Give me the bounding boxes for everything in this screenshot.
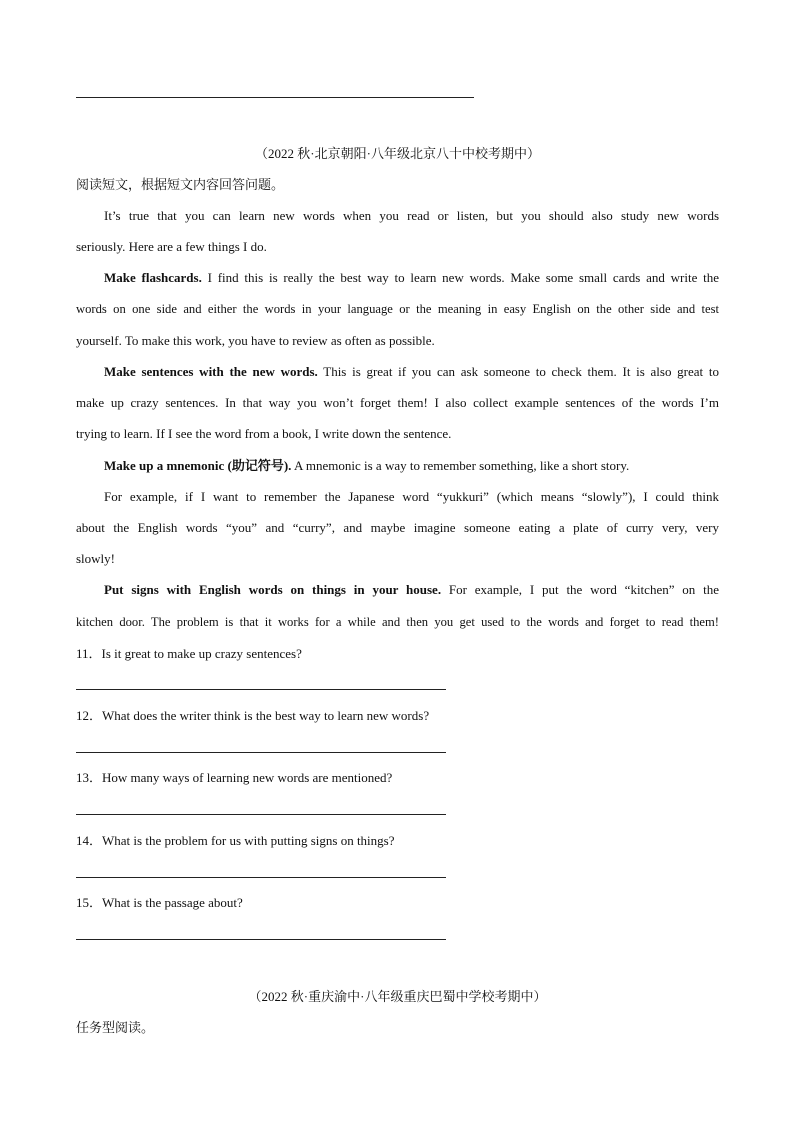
question-number: 11．	[76, 646, 102, 661]
answer-line-11[interactable]	[76, 689, 446, 690]
question-text: What is the passage about?	[102, 895, 243, 910]
question-number: 13．	[76, 770, 103, 785]
paragraph-example-line-3: slowly!	[76, 551, 115, 566]
instruction-2: 任务型阅读。	[76, 1020, 155, 1035]
mnemonic-heading: Make up a mnemonic (助记符号).	[104, 458, 292, 473]
paragraph-flashcards-line-2: words on one side and either the words in your language or the meaning in easy English on the other side and test	[76, 302, 719, 316]
question-11	[76, 646, 719, 662]
signs-heading: Put signs with English words on things in your house.	[104, 582, 442, 597]
answer-line-13[interactable]	[76, 814, 446, 815]
answer-line-12[interactable]	[76, 752, 446, 753]
answer-line-14[interactable]	[76, 877, 446, 878]
question-12	[76, 708, 719, 724]
question-number: 14．	[76, 833, 103, 848]
sentences-text: This is great if you can ask someone to check them. It is also great to	[317, 364, 719, 379]
question-14	[76, 833, 719, 849]
question-13	[76, 770, 719, 786]
question-number: 15．	[76, 895, 103, 910]
question-text: How many ways of learning new words are mentioned?	[102, 770, 393, 785]
flashcards-text: I find this is really the best way to learn new words. Make some small cards and write the	[201, 270, 719, 285]
question-text: What does the writer think is the best way to learn new words?	[102, 708, 430, 723]
question-text: What is the problem for us with putting signs on things?	[102, 833, 395, 848]
passage-intro-line-2: seriously. Here are a few things I do.	[76, 239, 267, 254]
paragraph-flashcards-line-1	[104, 270, 719, 286]
answer-line-15[interactable]	[76, 939, 446, 940]
question-number: 12．	[76, 708, 103, 723]
paragraph-example-line-2: about the English words “you” and “curry”, and maybe imagine someone eating a plate of curry very, very	[76, 520, 719, 535]
flashcards-heading: Make flashcards.	[104, 270, 202, 285]
paragraph-sentences-line-3: trying to learn. If I see the word from a book, I write down the sentence.	[76, 426, 452, 441]
mnemonic-text: A mnemonic is a way to remember something, like a short story.	[291, 458, 630, 473]
paragraph-sentences-line-1	[104, 364, 719, 380]
signs-text: For example, I put the word “kitchen” on the	[441, 582, 719, 597]
question-15	[76, 895, 719, 911]
paragraph-sentences-line-2: make up crazy sentences. In that way you won’t forget them! I also collect example sentences of the words I’m	[76, 395, 719, 410]
answer-line-top	[76, 97, 474, 98]
paragraph-signs-line-1	[104, 582, 719, 598]
paragraph-signs-line-2: kitchen door. The problem is that it works for a while and then you get used to the words and forget to read them!	[76, 615, 719, 629]
sentences-heading: Make sentences with the new words.	[104, 364, 318, 379]
source-header-1: （2022 秋·北京朝阳·八年级北京八十中校考期中）	[255, 146, 540, 161]
passage-intro-line-1: It’s true that you can learn new words when you read or listen, but you should also study new words	[104, 208, 719, 223]
instruction-1: 阅读短文，根据短文内容回答问题。	[76, 177, 285, 192]
question-text: Is it great to make up crazy sentences?	[101, 646, 302, 661]
paragraph-example-line-1: For example, if I want to remember the Japanese word “yukkuri” (which means “slowly”), I could think	[104, 489, 719, 504]
paragraph-flashcards-line-3: yourself. To make this work, you have to review as often as possible.	[76, 333, 435, 348]
source-header-2: （2022 秋·重庆渝中·八年级重庆巴蜀中学校考期中）	[248, 989, 547, 1004]
paragraph-mnemonic	[104, 458, 719, 474]
